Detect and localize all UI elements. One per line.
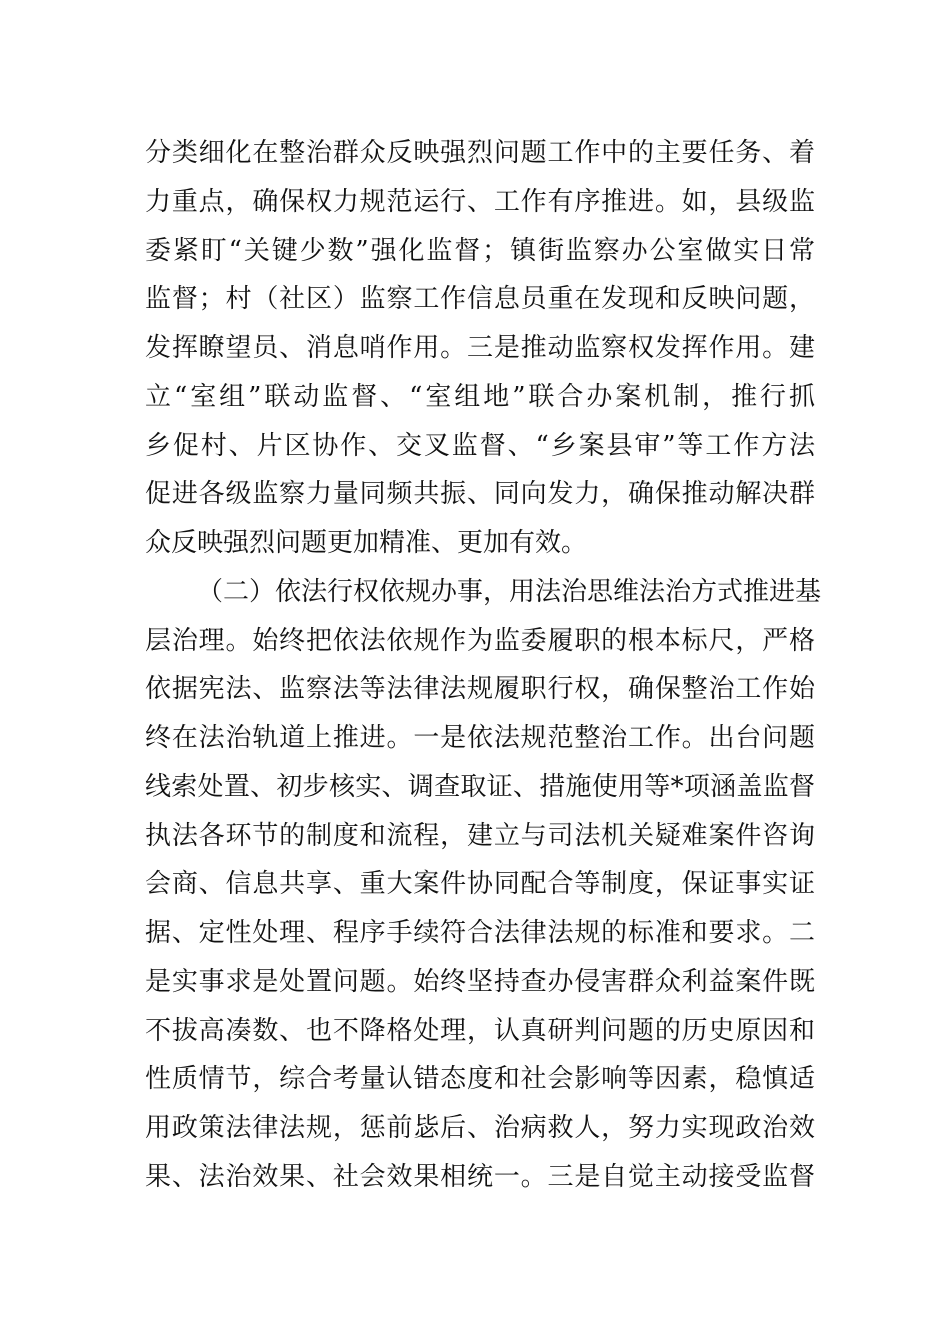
text-line: 促进各级监察力量同频共振、同向发力，确保推动解决群 (145, 479, 815, 510)
text-line: 众反映强烈问题更加精准、更加有效。 (145, 528, 588, 558)
text-line: 会商、信息共享、重大案件协同配合等制度，保证事实证 (145, 869, 815, 900)
text-line: 终在法治轨道上推进。一是依法规范整治工作。出台问题 (145, 723, 815, 753)
text-line: 果、法治效果、社会效果相统一。三是自觉主动接受监督 (145, 1161, 815, 1192)
text-line: 据、定性处理、程序手续符合法律法规的标准和要求。二 (145, 918, 815, 948)
text-line: 分类细化在整治群众反映强烈问题工作中的主要任务、着 (145, 138, 815, 168)
text-line: 执法各环节的制度和流程，建立与司法机关疑难案件咨询 (145, 820, 815, 851)
text-line: 立“室组”联动监督、“室组地”联合办案机制，推行抓 (145, 381, 815, 412)
section-heading-line: （二）依法行权依规办事，用法治思维法治方式推进基 (197, 576, 822, 607)
text-line: 用政策法律法规，惩前毖后、治病救人，努力实现政治效 (145, 1113, 815, 1143)
text-line: 性质情节，综合考量认错态度和社会影响等因素，稳慎适 (145, 1064, 815, 1095)
text-line: 层治理。始终把依法依规作为监委履职的根本标尺，严格 (145, 625, 815, 656)
text-line: 依据宪法、监察法等法律法规履职行权，确保整治工作始 (145, 674, 815, 705)
body-text (145, 129, 822, 1202)
text-line: 力重点，确保权力规范运行、工作有序推进。如，县级监 (145, 186, 815, 217)
text-line: 委紧盯“关键少数”强化监督；镇街监察办公室做实日常 (145, 235, 815, 266)
text-line: 乡促村、片区协作、交叉监督、“乡案县审”等工作方法 (145, 430, 815, 461)
text-line: 不拔高凑数、也不降格处理，认真研判问题的历史原因和 (145, 1015, 815, 1046)
text-line: 发挥瞭望员、消息哨作用。三是推动监察权发挥作用。建 (145, 333, 815, 363)
text-line: 是实事求是处置问题。始终坚持查办侵害群众利益案件既 (145, 966, 815, 997)
text-line: 线索处置、初步核实、调查取证、措施使用等*项涵盖监督 (145, 771, 815, 802)
text-line: 监督；村（社区）监察工作信息员重在发现和反映问题， (145, 284, 815, 315)
